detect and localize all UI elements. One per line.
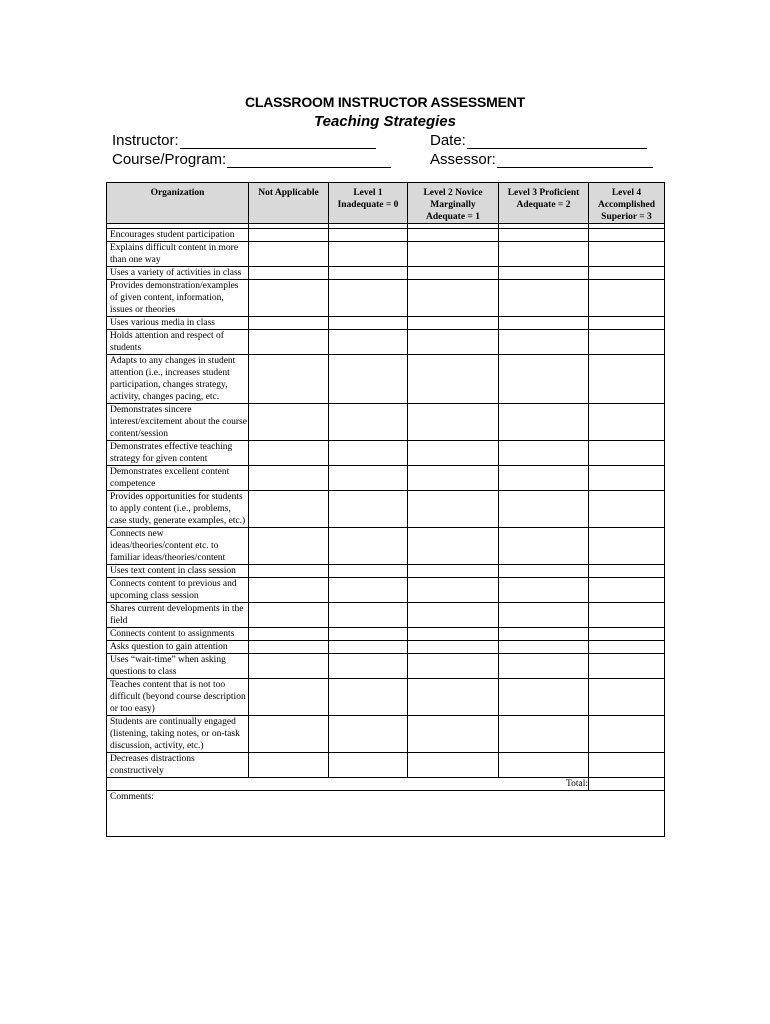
rating-cell-level-2[interactable] xyxy=(408,355,499,404)
rating-cell-level-1[interactable] xyxy=(329,330,408,355)
rating-cell-level-1[interactable] xyxy=(329,317,408,330)
date-blank[interactable] xyxy=(467,134,647,149)
table-row xyxy=(107,753,665,778)
rating-cell-level-1[interactable] xyxy=(329,491,408,528)
rating-cell-level-3[interactable] xyxy=(499,641,589,654)
rating-cell-level-4[interactable] xyxy=(589,679,665,716)
rating-cell-level-3[interactable] xyxy=(499,404,589,441)
rating-cell-level-1[interactable] xyxy=(329,441,408,466)
rating-cell-level-3[interactable] xyxy=(499,229,589,242)
total-value-cell[interactable] xyxy=(589,778,665,791)
rating-cell-level-3[interactable] xyxy=(499,603,589,628)
table-row xyxy=(107,491,665,528)
rating-cell-level-2[interactable] xyxy=(408,330,499,355)
rating-cell-level-4[interactable] xyxy=(589,317,665,330)
rating-cell-level-4[interactable] xyxy=(589,330,665,355)
criterion-label: Uses various media in class xyxy=(107,317,249,330)
rating-cell-not-applicable[interactable] xyxy=(249,330,329,355)
criterion-label: Holds attention and respect of students xyxy=(107,330,249,355)
table-row xyxy=(107,229,665,242)
table-row xyxy=(107,679,665,716)
table-row xyxy=(107,628,665,641)
rating-cell-level-3[interactable] xyxy=(499,753,589,778)
rating-cell-level-2[interactable] xyxy=(408,603,499,628)
table-row xyxy=(107,317,665,330)
criterion-label: Provides opportunities for students to apply content (i.e., problems, case study, generate examples, etc.) xyxy=(107,491,249,528)
rating-cell-level-3[interactable] xyxy=(499,578,589,603)
criterion-label: Explains difficult content in more than one way xyxy=(107,242,249,267)
rating-cell-level-1[interactable] xyxy=(329,466,408,491)
table-row xyxy=(107,242,665,267)
rating-cell-not-applicable[interactable] xyxy=(249,654,329,679)
rating-cell-not-applicable[interactable] xyxy=(249,753,329,778)
rating-cell-level-2[interactable] xyxy=(408,242,499,267)
assessor-label: Assessor: xyxy=(430,151,496,168)
rating-cell-level-3[interactable] xyxy=(499,317,589,330)
rating-cell-level-4[interactable] xyxy=(589,267,665,280)
instructor-label: Instructor: xyxy=(112,132,179,149)
table-header-row xyxy=(107,183,665,224)
criterion-label: Adapts to any changes in student attention (i.e., increases student participation, changes strategy, activity, changes pacing, etc. xyxy=(107,355,249,404)
column-header-not-applicable: Not Applicable xyxy=(249,183,329,224)
rating-cell-level-4[interactable] xyxy=(589,441,665,466)
date-field xyxy=(430,132,647,149)
criterion-label: Encourages student participation xyxy=(107,229,249,242)
table-row xyxy=(107,641,665,654)
rating-cell-not-applicable[interactable] xyxy=(249,641,329,654)
rating-cell-level-3[interactable] xyxy=(499,716,589,753)
rating-cell-not-applicable[interactable] xyxy=(249,716,329,753)
column-header-level-4: Level 4 Accomplished Superior = 3 xyxy=(589,183,665,224)
rating-cell-level-3[interactable] xyxy=(499,267,589,280)
rating-cell-level-2[interactable] xyxy=(408,679,499,716)
rating-cell-not-applicable[interactable] xyxy=(249,242,329,267)
table-row xyxy=(107,528,665,565)
rating-cell-level-3[interactable] xyxy=(499,441,589,466)
rating-cell-not-applicable[interactable] xyxy=(249,441,329,466)
rating-cell-level-4[interactable] xyxy=(589,753,665,778)
rating-cell-level-4[interactable] xyxy=(589,280,665,317)
rating-cell-level-2[interactable] xyxy=(408,716,499,753)
rating-cell-level-1[interactable] xyxy=(329,716,408,753)
rating-cell-level-1[interactable] xyxy=(329,753,408,778)
rating-cell-level-1[interactable] xyxy=(329,603,408,628)
rating-cell-level-2[interactable] xyxy=(408,641,499,654)
course-field xyxy=(112,151,391,168)
criterion-label: Demonstrates excellent content competence xyxy=(107,466,249,491)
rating-cell-level-1[interactable] xyxy=(329,565,408,578)
total-label: Total: xyxy=(107,778,589,791)
criterion-label: Teaches content that is not too difficult (beyond course description or too easy) xyxy=(107,679,249,716)
criterion-label: Decreases distractions constructively xyxy=(107,753,249,778)
criterion-label: Connects new ideas/theories/content etc. to familiar ideas/theories/content xyxy=(107,528,249,565)
rating-cell-level-1[interactable] xyxy=(329,528,408,565)
instructor-blank[interactable] xyxy=(180,134,376,149)
rating-cell-level-1[interactable] xyxy=(329,578,408,603)
criterion-label: Demonstrates effective teaching strategy for given content xyxy=(107,441,249,466)
table-row xyxy=(107,330,665,355)
rating-cell-level-4[interactable] xyxy=(589,654,665,679)
table-row xyxy=(107,280,665,317)
instructor-field xyxy=(112,132,376,149)
rating-cell-level-4[interactable] xyxy=(589,242,665,267)
criterion-label: Provides demonstration/examples of given content, information, issues or theories xyxy=(107,280,249,317)
rating-cell-level-4[interactable] xyxy=(589,404,665,441)
rating-cell-level-1[interactable] xyxy=(329,355,408,404)
date-label: Date: xyxy=(430,132,466,149)
criterion-label: Demonstrates sincere interest/excitement about the course content/session xyxy=(107,404,249,441)
rating-cell-level-1[interactable] xyxy=(329,628,408,641)
rating-cell-not-applicable[interactable] xyxy=(249,628,329,641)
criterion-label: Students are continually engaged (listening, taking notes, or on-task discussion, activity, etc.) xyxy=(107,716,249,753)
assessor-field xyxy=(430,151,653,168)
rating-cell-not-applicable[interactable] xyxy=(249,280,329,317)
rating-cell-level-1[interactable] xyxy=(329,229,408,242)
rating-cell-level-4[interactable] xyxy=(589,528,665,565)
rating-cell-not-applicable[interactable] xyxy=(249,603,329,628)
rating-cell-level-1[interactable] xyxy=(329,679,408,716)
rating-cell-level-2[interactable] xyxy=(408,491,499,528)
rating-cell-level-2[interactable] xyxy=(408,441,499,466)
rating-cell-not-applicable[interactable] xyxy=(249,267,329,280)
rating-cell-level-3[interactable] xyxy=(499,628,589,641)
table-row xyxy=(107,565,665,578)
criterion-label: Connects content to previous and upcoming class session xyxy=(107,578,249,603)
rating-cell-not-applicable[interactable] xyxy=(249,466,329,491)
table-row xyxy=(107,404,665,441)
comments-row xyxy=(107,791,665,837)
rating-cell-level-2[interactable] xyxy=(408,404,499,441)
column-header-level-1: Level 1 Inadequate = 0 xyxy=(329,183,408,224)
rating-cell-level-2[interactable] xyxy=(408,317,499,330)
rating-cell-not-applicable[interactable] xyxy=(249,565,329,578)
table-row xyxy=(107,355,665,404)
table-row xyxy=(107,267,665,280)
column-header-level-2: Level 2 Novice Marginally Adequate = 1 xyxy=(408,183,499,224)
rating-cell-not-applicable[interactable] xyxy=(249,528,329,565)
course-label: Course/Program: xyxy=(112,151,227,168)
rating-cell-level-4[interactable] xyxy=(589,641,665,654)
criterion-label: Uses a variety of activities in class xyxy=(107,267,249,280)
rating-cell-level-2[interactable] xyxy=(408,229,499,242)
rating-cell-level-3[interactable] xyxy=(499,330,589,355)
criterion-label: Uses “wait-time” when asking questions to class xyxy=(107,654,249,679)
rating-cell-level-2[interactable] xyxy=(408,280,499,317)
column-header-level-3: Level 3 Proficient Adequate = 2 xyxy=(499,183,589,224)
criterion-label: Connects content to assignments xyxy=(107,628,249,641)
rating-cell-level-3[interactable] xyxy=(499,679,589,716)
rating-cell-level-1[interactable] xyxy=(329,267,408,280)
rating-cell-level-2[interactable] xyxy=(408,753,499,778)
rating-cell-level-4[interactable] xyxy=(589,466,665,491)
criterion-label: Asks question to gain attention xyxy=(107,641,249,654)
rating-cell-level-2[interactable] xyxy=(408,628,499,641)
rating-cell-level-3[interactable] xyxy=(499,565,589,578)
comments-label: Comments: xyxy=(110,792,154,802)
rating-cell-level-1[interactable] xyxy=(329,641,408,654)
rating-cell-level-2[interactable] xyxy=(408,267,499,280)
rating-cell-level-2[interactable] xyxy=(408,654,499,679)
criterion-label: Uses text content in class session xyxy=(107,565,249,578)
page-subtitle: Teaching Strategies xyxy=(314,113,456,130)
page-title: CLASSROOM INSTRUCTOR ASSESSMENT xyxy=(244,94,526,110)
rating-cell-level-2[interactable] xyxy=(408,528,499,565)
rating-cell-level-2[interactable] xyxy=(408,466,499,491)
rating-cell-not-applicable[interactable] xyxy=(249,578,329,603)
rating-cell-level-3[interactable] xyxy=(499,528,589,565)
course-blank[interactable] xyxy=(227,153,391,168)
rating-cell-level-3[interactable] xyxy=(499,466,589,491)
rating-cell-not-applicable[interactable] xyxy=(249,404,329,441)
column-header-organization: Organization xyxy=(107,183,249,224)
rating-cell-level-4[interactable] xyxy=(589,355,665,404)
rating-cell-level-1[interactable] xyxy=(329,242,408,267)
rating-cell-level-2[interactable] xyxy=(408,565,499,578)
table-row xyxy=(107,603,665,628)
rating-cell-level-4[interactable] xyxy=(589,628,665,641)
rating-cell-not-applicable[interactable] xyxy=(249,491,329,528)
table-row xyxy=(107,578,665,603)
rating-cell-level-3[interactable] xyxy=(499,654,589,679)
total-row xyxy=(107,778,665,791)
rating-cell-level-4[interactable] xyxy=(589,716,665,753)
rating-cell-not-applicable[interactable] xyxy=(249,229,329,242)
comments-box[interactable] xyxy=(107,791,665,837)
rating-cell-not-applicable[interactable] xyxy=(249,317,329,330)
assessor-blank[interactable] xyxy=(497,153,653,168)
rating-cell-not-applicable[interactable] xyxy=(249,355,329,404)
assessment-table xyxy=(106,182,665,837)
rating-cell-level-4[interactable] xyxy=(589,491,665,528)
criterion-label: Shares current developments in the field xyxy=(107,603,249,628)
table-row xyxy=(107,466,665,491)
rating-cell-level-3[interactable] xyxy=(499,242,589,267)
rating-cell-level-1[interactable] xyxy=(329,654,408,679)
rating-cell-level-4[interactable] xyxy=(589,565,665,578)
rating-cell-level-2[interactable] xyxy=(408,578,499,603)
rating-cell-level-3[interactable] xyxy=(499,355,589,404)
rating-cell-level-1[interactable] xyxy=(329,404,408,441)
table-row xyxy=(107,654,665,679)
rating-cell-level-1[interactable] xyxy=(329,280,408,317)
rating-cell-level-4[interactable] xyxy=(589,578,665,603)
rating-cell-level-4[interactable] xyxy=(589,603,665,628)
table-row xyxy=(107,441,665,466)
rating-cell-level-3[interactable] xyxy=(499,280,589,317)
rating-cell-not-applicable[interactable] xyxy=(249,679,329,716)
rating-cell-level-3[interactable] xyxy=(499,491,589,528)
rating-cell-level-4[interactable] xyxy=(589,229,665,242)
table-row xyxy=(107,716,665,753)
